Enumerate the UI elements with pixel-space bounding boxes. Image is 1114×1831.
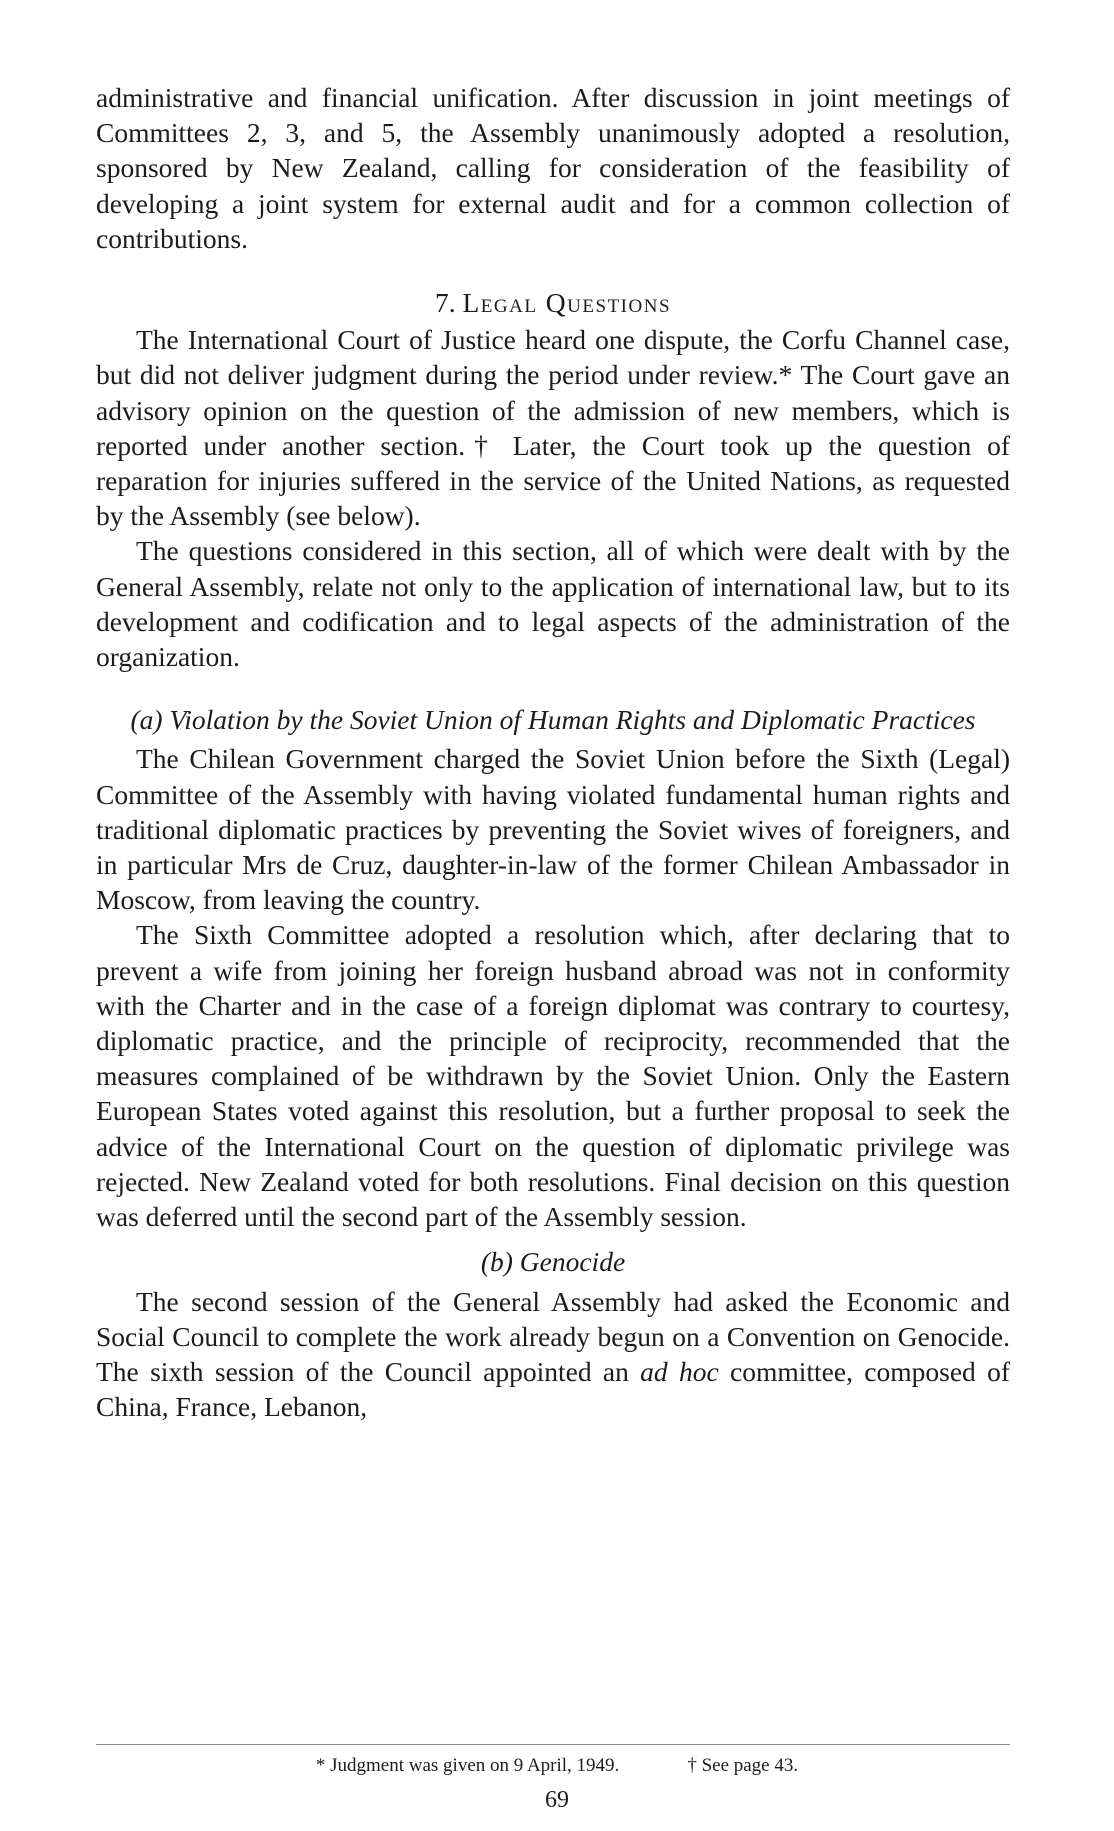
paragraph-chilean-government: The Chilean Government charged the Soviet Union before the Sixth (Legal) Committee of the Assembly with having violated fundamental human rights and traditional diplomatic practices by preventing the Soviet wives of foreigners, and in particular Mrs de Cruz, daughter-in-law of the former Chilean Ambassador in Moscow, from leaving the country. — [96, 743, 1010, 916]
subheading-b-title: Genocide — [519, 1246, 626, 1278]
footnotes — [0, 1754, 1114, 1778]
footnote-see-page: † See page 43. — [687, 1755, 799, 1776]
paragraph-international-court: The International Court of Justice heard one dispute, the Corfu Channel case, but did not deliver judgment during the period under review.* The Court gave an advisory opinion on the question of the admission of new members, which is reported under another section.† Later, the Court took up the question of reparation for injuries suffered in the service of the United Nations, as requested by the Assembly (see below). — [96, 324, 1010, 532]
footnote-rule — [96, 1744, 1010, 1745]
section-title: Legal Questions — [462, 287, 672, 319]
genocide-text-ad-hoc: ad hoc — [640, 1355, 719, 1387]
genocide-text-after: committee, composed of China, France, Lebanon, — [96, 1355, 1010, 1423]
paragraph-genocide-convention — [96, 1284, 1010, 1425]
subheading-genocide — [96, 1244, 1010, 1279]
subheading-b-label: (b) — [480, 1246, 513, 1278]
section-number: 7. — [434, 287, 456, 319]
subheading-a-title: Violation by the Soviet Union of Human Rights and Diplomatic Practices — [169, 704, 976, 736]
section-heading-legal-questions — [96, 285, 1010, 320]
paragraph-questions-considered: The questions considered in this section, all of which were dealt with by the General Assembly, relate not only to the application of international law, but to its development and codification and to legal aspects of the administration of the organization. — [96, 535, 1010, 673]
page-body — [96, 80, 1010, 1424]
subheading-a-label: (a) — [130, 704, 163, 736]
paragraph-administrative-unification: administrative and financial unification. After discussion in joint meetings of Committees 2, 3, and 5, the Assembly unanimously adopted a resolution, sponsored by New Zealand, calling for consideration of the feasibility of developing a joint system for external audit and for a common collection of contributions. — [96, 82, 1010, 254]
page-number: 69 — [545, 1787, 569, 1813]
genocide-text-before: The second session of the General Assembly had asked the Economic and Social Council to complete the work already begun on a Convention on Genocide. The sixth session of the Council appointed an — [96, 1285, 1010, 1387]
footnote-judgment: * Judgment was given on 9 April, 1949. — [315, 1755, 620, 1776]
paragraph-sixth-committee: The Sixth Committee adopted a resolution which, after declaring that to prevent a wife from joining her foreign husband abroad was not in conformity with the Charter and in the case of a foreign diplomat was contrary to courtesy, diplomatic practice, and the principle of reciprocity, recommended that the measures complained of be withdrawn by the Soviet Union. Only the Eastern European States voted against this resolution, but a further proposal to seek the advice of the International Court on the question of diplomatic privilege was rejected. New Zealand voted for both resolutions. Final decision on this question was deferred until the second part of the Assembly session. — [96, 919, 1010, 1233]
subheading-violation-soviet-union — [96, 702, 1010, 737]
